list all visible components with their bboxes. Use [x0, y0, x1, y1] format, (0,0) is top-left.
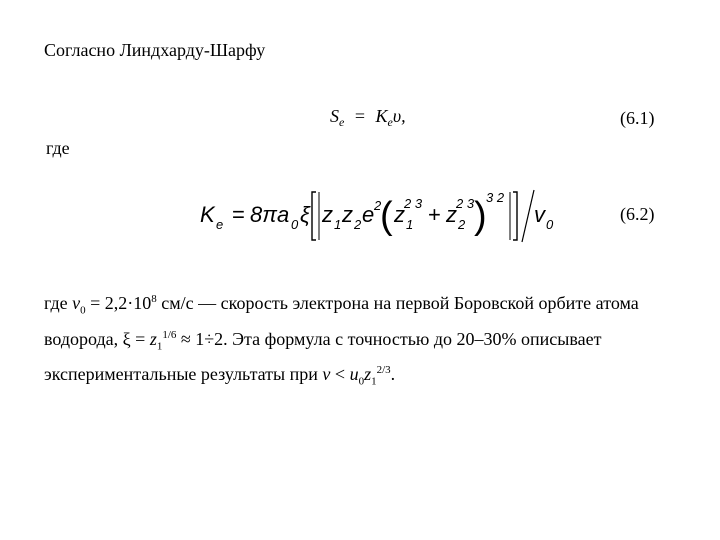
eq2-paren-open: ( — [380, 195, 393, 237]
para-t5: < — [330, 364, 350, 385]
eq2-bracket-open — [312, 192, 316, 240]
eq2-v0-sub: 0 — [546, 217, 554, 232]
eq1-lhs: S — [330, 106, 339, 126]
eq2-z1-sub: 1 — [334, 217, 342, 232]
para-v0: v — [72, 293, 81, 313]
para-z1b: z — [364, 364, 372, 385]
explanation-paragraph — [44, 287, 644, 394]
para-v0-sub: 0 — [80, 304, 86, 317]
para-exp8: 8 — [151, 293, 157, 305]
eq2-z1b: z — [394, 202, 405, 227]
para-z1: z — [149, 328, 157, 349]
para-z1b-sub: 1 — [371, 375, 377, 388]
intro-text: Согласно Линдхарду-Шарфу — [44, 40, 266, 60]
para-t1: где — [44, 293, 73, 313]
equation-number-6-2: (6.2) — [620, 204, 655, 224]
para-t3: см/с — скорость электрона на первой Боровской орбите атома водорода, ξ = — [44, 293, 639, 349]
equation-number-6-1: (6.1) — [620, 108, 655, 128]
eq2-z2b: z — [446, 202, 457, 227]
eq2-z2: z — [342, 202, 353, 227]
equation-6-2 — [196, 178, 566, 258]
para-t6: . — [390, 364, 396, 385]
eq1-rhs: K — [375, 106, 388, 126]
para-z1-sub: 1 — [156, 340, 163, 353]
eq2-outer-sup: 3 2 — [486, 190, 505, 205]
eq2-lhs: K — [200, 202, 215, 227]
eq2-z2-sub: 2 — [354, 217, 362, 232]
para-t2: = 2,2·10 — [85, 293, 152, 313]
eq1-rhs-sub: e — [387, 115, 393, 129]
eq2-v0: v — [534, 202, 545, 227]
eq2-z1: z — [322, 202, 333, 227]
para-u0-sub: 0 — [358, 375, 365, 388]
eq2-bracket-close — [513, 192, 517, 240]
para-z1-sup: 1/6 — [162, 328, 177, 341]
eq2-equals: = — [232, 202, 245, 227]
eq1-rhs-tail: υ, — [392, 106, 406, 126]
para-t4: ≈ 1÷2. Эта формула с точностью до 20–30% описывает экспериментальные результаты при — [44, 328, 602, 385]
para-u0: u — [349, 364, 359, 385]
para-v: v — [322, 364, 331, 385]
para-z1b-sup: 2/3 — [376, 364, 391, 377]
equation-6-1 — [330, 106, 406, 130]
eq2-xi: ξ — [300, 202, 310, 227]
eq2-e: e — [362, 202, 375, 227]
eq2-paren-close: ) — [474, 195, 487, 237]
eq2-slash — [522, 190, 534, 242]
eq2-z2b-sup: 2 3 — [456, 196, 475, 211]
eq2-lhs-sub: e — [216, 217, 224, 232]
eq2-plus: + — [428, 202, 441, 227]
eq2-z1b-sup: 2 3 — [404, 196, 423, 211]
eq2-z1b-sub: 1 — [406, 217, 414, 232]
where-label: где — [46, 138, 70, 158]
eq2-e-sup: 2 — [374, 198, 382, 213]
eq1-equals: = — [354, 106, 365, 126]
eq2-factor: 8πa — [250, 202, 290, 227]
eq2-factor-sub: 0 — [291, 217, 299, 232]
eq2-z2b-sub: 2 — [458, 217, 466, 232]
eq1-lhs-sub: e — [339, 115, 345, 129]
